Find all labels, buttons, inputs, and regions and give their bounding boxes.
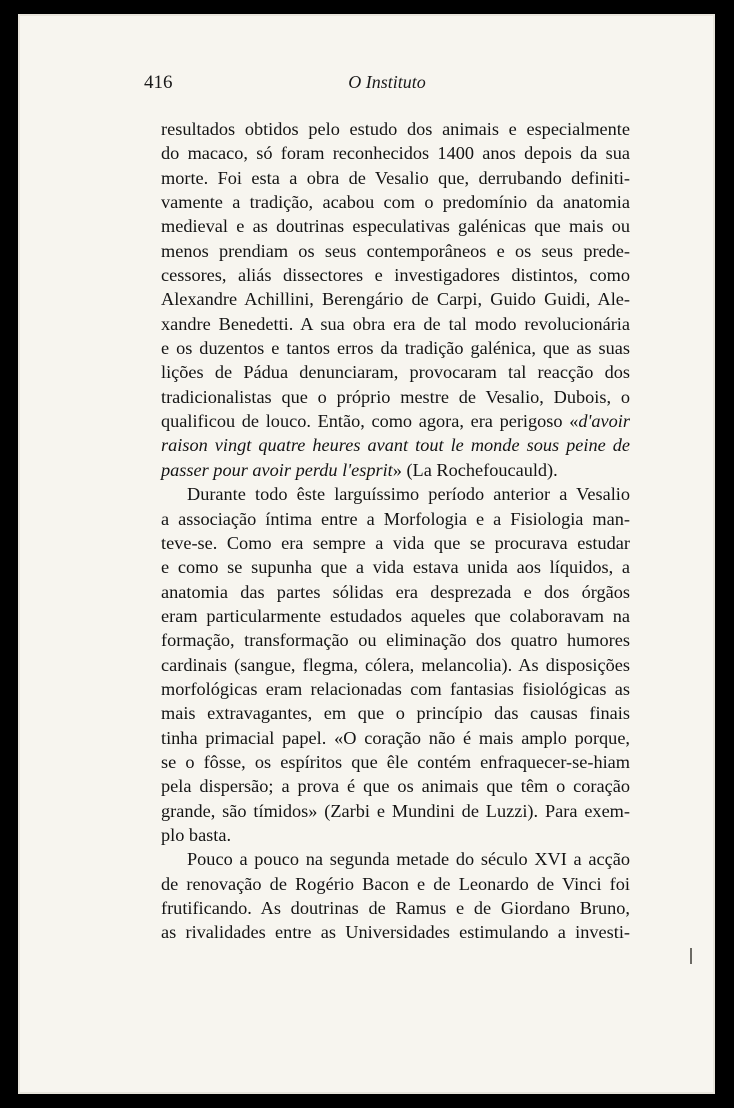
text-line: grande, são tímidos» (Zarbi e Mundini de Luzzi). Para exem- [161,800,630,821]
italic-line: raison vingt quatre heures avant tout le monde sous peine de [161,435,630,456]
text-line-mixed [161,458,630,482]
text-line-mixed [161,409,630,433]
text-line: e como se supunha que a vida estava unida aos líquidos, a [161,557,630,578]
text-line: xandre Benedetti. A sua obra era de tal modo revolucionária [161,313,630,334]
text-segment: qualificou de louco. Então, como agora, era perigoso « [161,411,579,432]
text-line: teve-se. Como era sempre a vida que se procurava estudar [161,532,630,553]
text-segment: » (La Rochefoucauld). [392,459,558,480]
running-title: O Instituto [348,72,426,92]
text-line: se o fôsse, os espíritos que êle contém enfraquecer-se-hiam [161,751,630,772]
paragraph-1 [161,117,630,482]
text-line: tinha primacial papel. «O coração não é mais amplo porque, [161,727,630,748]
text-line: formação, transformação ou eliminação dos quatro humores [161,630,630,651]
text-line: vamente a tradição, acabou com o predomínio da anatomia [161,192,630,213]
text-line: morte. Foi esta a obra de Vesalio que, derrubando definiti- [161,167,630,188]
text-line: e os duzentos e tantos erros da tradição galénica, que as suas [161,338,630,359]
paragraph-3 [161,847,630,944]
text-line: plo basta. [161,824,232,845]
text-line: resultados obtidos pelo estudo dos animais e especialmente [161,119,630,139]
running-head [144,70,630,96]
text-line: frutificando. As doutrinas de Ramus e de Giordano Bruno, [161,898,630,918]
text-line: eram particularmente estudados aqueles que colaboravam na [161,605,630,626]
text-line: tradicionalistas que o próprio mestre de Vesalio, Dubois, o [161,386,630,407]
text-line: medieval e as doutrinas especulativas galénicas que mais ou [161,216,630,237]
text-line: a associação íntima entre a Morfologia e a Fisiologia man- [161,508,630,529]
text-line: de renovação de Rogério Bacon e de Leonardo de Vinci foi [161,873,630,894]
body-text [161,117,630,945]
italic-segment: passer pour avoir perdu l'esprit [161,459,393,480]
text-line: mais extravagantes, em que o princípio das causas finais [161,703,630,724]
text-line: lições de Pádua denunciaram, provocaram tal reacção dos [161,362,630,383]
paragraph-2 [161,482,630,847]
page-number: 416 [144,72,173,93]
text-line: menos prendiam os seus contemporâneos e os seus prede- [161,240,630,261]
margin-pencil-mark [690,948,692,964]
text-line: do macaco, só foram reconhecidos 1400 anos depois da sua [161,143,630,164]
text-line: as rivalidades entre as Universidades estimulando a investi- [161,922,630,943]
text-line: cessores, aliás dissectores e investigadores distintos, como [161,265,630,286]
text-line: Alexandre Achillini, Berengário de Carpi, Guido Guidi, Ale- [161,289,630,310]
text-line: morfológicas eram relacionadas com fantasias fisiológicas as [161,678,630,699]
text-line: anatomia das partes sólidas era desprezada e dos órgãos [161,581,630,602]
text-line: pela dispersão; a prova é que os animais que têm o coração [161,776,630,797]
text-line: Pouco a pouco na segunda metade do século XVI a acção [187,849,630,870]
text-line: cardinais (sangue, flegma, cólera, melancolia). As disposições [161,654,630,675]
text-line: Durante todo êste larguíssimo período anterior a Vesalio [187,484,630,505]
italic-segment: d'avoir [578,411,630,432]
